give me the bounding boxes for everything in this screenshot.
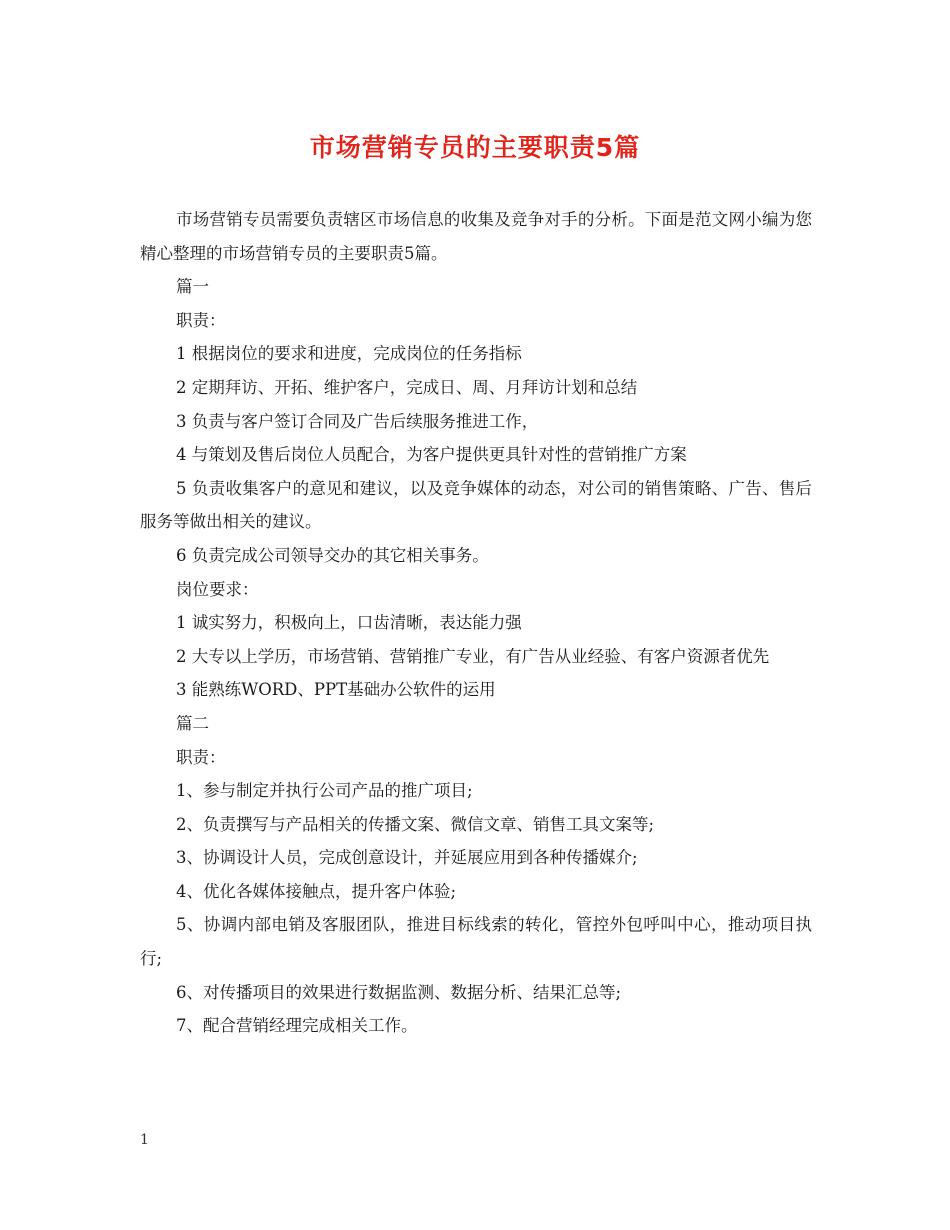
page-number: 1 [140, 1132, 149, 1148]
list-item: 2 大专以上学历，市场营销、营销推广专业，有广告从业经验、有客户资源者优先 [176, 646, 770, 666]
subsection-heading: 职责： [176, 747, 226, 767]
subsection-heading: 职责： [176, 310, 226, 330]
list-item: 5、协调内部电销及客服团队，推进目标线索的转化，管控外包呼叫中心，推动项目执行; [140, 915, 812, 969]
document-title: 市场营销专员的主要职责5篇 [309, 133, 641, 162]
list-item: 3 负责与客户签订合同及广告后续服务推进工作， [176, 411, 539, 431]
list-item: 1 根据岗位的要求和进度，完成岗位的任务指标 [176, 344, 522, 364]
subsection-heading: 岗位要求： [176, 579, 259, 599]
document-body [140, 203, 812, 1043]
list-item: 6 负责完成公司领导交办的其它相关事务。 [176, 545, 489, 565]
list-item: 4、优化各媒体接触点，提升客户体验; [176, 881, 457, 901]
list-item: 6、对传播项目的效果进行数据监测、数据分析、结果汇总等; [176, 982, 622, 1002]
list-item: 2、负责撰写与产品相关的传播文案、微信文章、销售工具文案等; [176, 814, 655, 834]
list-item: 5 负责收集客户的意见和建议，以及竞争媒体的动态，对公司的销售策略、广告、售后服务等做出相关的建议。 [140, 478, 812, 532]
list-item: 1、参与制定并执行公司产品的推广项目; [176, 781, 473, 801]
list-item: 1 诚实努力，积极向上，口齿清晰，表达能力强 [176, 613, 522, 633]
list-item: 4 与策划及售后岗位人员配合，为客户提供更具针对性的营销推广方案 [176, 445, 687, 465]
list-item: 3、协调设计人员，完成创意设计，并延展应用到各种传播媒介; [176, 848, 638, 868]
list-item: 2 定期拜访、开拓、维护客户，完成日、周、月拜访计划和总结 [176, 377, 638, 397]
intro-paragraph: 市场营销专员需要负责辖区市场信息的收集及竞争对手的分析。下面是范文网小编为您精心整理的市场营销专员的主要职责5篇。 [140, 210, 812, 263]
section-heading: 篇一 [176, 277, 209, 297]
section-heading: 篇二 [176, 713, 209, 733]
list-item: 7、配合营销经理完成相关工作。 [176, 1016, 418, 1036]
list-item: 3 能熟练WORD、PPT基础办公软件的运用 [176, 680, 496, 700]
